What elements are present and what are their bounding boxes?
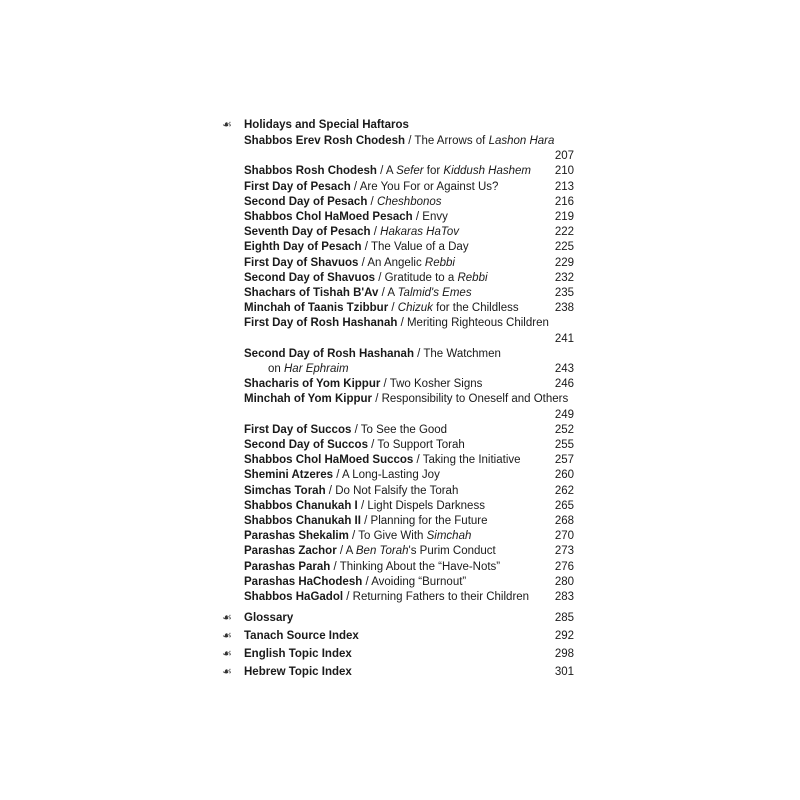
entry-title: Second Day of Pesach [244, 195, 368, 208]
entry-title: Shabbos Rosh Chodesh [244, 165, 377, 178]
section-heading [222, 609, 574, 627]
entry-title: Second Day of Shavuos [244, 271, 376, 284]
toc-entry [244, 240, 574, 255]
entry-separator: / [361, 241, 371, 254]
toc-entry [244, 514, 574, 529]
entry-separator: / [351, 423, 361, 436]
page-number: 255 [554, 439, 574, 452]
entry-separator: / [388, 302, 398, 315]
entry-separator: / [370, 226, 381, 239]
toc-entry [244, 347, 574, 377]
entry-subtitle: The Arrows of [414, 135, 489, 147]
entry-title: Parashas Parah [244, 560, 331, 573]
entry-subtitle-italic: Lashon Hara [488, 135, 555, 147]
entry-separator: / [336, 545, 346, 558]
page-number: 301 [554, 666, 574, 679]
page-number: 276 [554, 560, 574, 573]
toc-entry [244, 484, 574, 499]
toc-entry [244, 164, 574, 179]
toc-entry [244, 301, 574, 316]
entry-subtitle: A [345, 545, 356, 558]
entry-title: Shabbos Erev Rosh Chodesh [244, 135, 406, 147]
toc-entry [244, 529, 574, 544]
entry-separator: / [367, 195, 377, 208]
entry-list [244, 134, 574, 605]
section-title: English Topic Index [244, 648, 352, 661]
toc-entry [244, 544, 574, 559]
entry-title: Shemini Atzeres [244, 469, 334, 482]
section-title: Tanach Source Index [244, 630, 359, 643]
entry-subtitle: A Long-Lasting Joy [342, 469, 440, 482]
section-heading-holidays [222, 116, 574, 134]
entry-subtitle-italic: Simchah [426, 530, 472, 543]
entry-separator: / [376, 165, 386, 178]
entry-title: First Day of Pesach [244, 180, 351, 193]
section-heading [222, 627, 574, 645]
entry-subtitle: Taking the Initiative [422, 454, 521, 467]
entry-title: Shabbos Chanukah I [244, 499, 358, 512]
entry-title: Simchas Torah [244, 484, 326, 497]
toc-entry [244, 195, 574, 210]
entry-subtitle: Meriting Righteous Children [406, 317, 549, 330]
page-number: 260 [554, 469, 574, 482]
entry-subtitle-italic: Kiddush Hashem [443, 165, 531, 178]
toc-entry [244, 134, 574, 164]
toc-entry [244, 256, 574, 271]
page-number: 292 [554, 630, 574, 643]
page-number: 229 [554, 256, 574, 269]
entry-separator: / [333, 469, 342, 482]
entry-separator: / [412, 211, 423, 224]
entry-title: Shabbos Chol HaMoed Pesach [244, 211, 413, 224]
entry-subtitle: Gratitude to a [384, 271, 458, 284]
entry-separator: / [358, 256, 368, 269]
entry-separator: / [378, 287, 388, 300]
toc-entry [244, 225, 574, 240]
entry-title: Shacharis of Yom Kippur [244, 378, 381, 391]
back-matter-list [222, 609, 574, 681]
page-number: 298 [554, 648, 574, 661]
entry-subtitle-tail: for the Childless [432, 302, 519, 315]
page-number: 246 [554, 378, 574, 391]
entry-subtitle-italic: Rebbi [424, 256, 455, 269]
entry-subtitle-italic: Rebbi [457, 271, 488, 284]
page-number: 280 [554, 575, 574, 588]
entry-subtitle: A [385, 165, 397, 178]
entry-subtitle: To Give With [358, 530, 427, 543]
fleuron-icon: ☙ [222, 119, 232, 131]
entry-subtitle: The Value of a Day [370, 241, 469, 254]
fleuron-icon: ☙ [222, 612, 232, 625]
page-number: 249 [554, 408, 574, 421]
entry-subtitle-tail: 's Purim Conduct [408, 545, 496, 558]
entry-title: Parashas Zachor [244, 545, 337, 558]
entry-separator: / [375, 271, 385, 284]
toc-entry [244, 377, 574, 392]
toc-entry [244, 560, 574, 575]
entry-title: Shabbos Chanukah II [244, 515, 361, 528]
entry-separator: / [348, 530, 359, 543]
entry-separator: / [372, 393, 382, 406]
toc-entry [244, 180, 574, 195]
entry-separator: / [405, 135, 415, 147]
entry-subtitle-tail: for [423, 165, 444, 178]
section-title: Glossary [244, 612, 294, 625]
toc-entry [244, 453, 574, 468]
entry-title: Shabbos HaGadol [244, 591, 344, 604]
fleuron-icon: ☙ [222, 648, 232, 661]
entry-subtitle: The Watchmen [423, 347, 501, 360]
entry-title: Minchah of Taanis Tzibbur [244, 302, 389, 315]
entry-separator: / [397, 317, 407, 330]
entry-separator: / [367, 439, 378, 452]
entry-subtitle: Avoiding “Burnout” [371, 575, 467, 588]
entry-title: Minchah of Yom Kippur [244, 393, 372, 406]
toc-entry [244, 438, 574, 453]
entry-separator: / [362, 575, 372, 588]
toc-entry [244, 468, 574, 483]
toc-entry [244, 590, 574, 605]
entry-subtitle-italic: Talmid's Emes [397, 287, 472, 300]
entry-separator: / [330, 560, 340, 573]
page-number: 216 [554, 195, 574, 208]
page-number: 285 [554, 612, 574, 625]
entry-subtitle-italic: Ben Torah [355, 545, 409, 558]
entry-subtitle: Responsibility to Oneself and Others [381, 393, 569, 406]
entry-subtitle: Planning for the Future [370, 515, 488, 528]
fleuron-icon: ☙ [222, 666, 232, 679]
entry-separator: / [413, 454, 423, 467]
entry-title: Shabbos Chol HaMoed Succos [244, 454, 414, 467]
page-number: 213 [554, 180, 574, 193]
page-number: 210 [554, 165, 574, 178]
page-number: 252 [554, 423, 574, 436]
page-number: 207 [554, 150, 574, 163]
page-number: 262 [554, 484, 574, 497]
entry-subtitle: Two Kosher Signs [389, 378, 483, 391]
entry-title: Parashas HaChodesh [244, 575, 363, 588]
fleuron-icon: ☙ [222, 630, 232, 643]
table-of-contents [222, 116, 574, 681]
entry-subtitle: Are You For or Against Us? [359, 180, 499, 193]
entry-title: Parashas Shekalim [244, 530, 349, 543]
page-number: 273 [554, 545, 574, 558]
page-number: 257 [554, 454, 574, 467]
page-number: 235 [554, 287, 574, 300]
entry-title: Eighth Day of Pesach [244, 241, 362, 254]
entry-subtitle: To See the Good [360, 423, 448, 436]
toc-entry [244, 392, 574, 422]
entry-subtitle: To Support Torah [377, 439, 465, 452]
page-number: 225 [554, 241, 574, 254]
page-number: 270 [554, 530, 574, 543]
entry-title: Second Day of Rosh Hashanah [244, 347, 414, 360]
toc-entry [244, 210, 574, 225]
toc-entry [244, 423, 574, 438]
toc-entry [244, 271, 574, 286]
entry-subtitle-italic: Cheshbonos [376, 195, 442, 208]
entry-title: Shachars of Tishah B'Av [244, 287, 379, 300]
page-number: 283 [554, 591, 574, 604]
entry-subtitle-italic: Chizuk [397, 302, 433, 315]
entry-continuation: on [268, 363, 284, 376]
section-heading [222, 645, 574, 663]
entry-separator: / [350, 180, 360, 193]
entry-separator: / [343, 591, 353, 604]
entry-title: Second Day of Succos [244, 439, 368, 452]
section-heading [222, 663, 574, 681]
section-title: Holidays and Special Haftaros [244, 119, 409, 131]
entry-subtitle: Light Dispels Darkness [367, 499, 485, 512]
entry-subtitle: A [387, 287, 398, 300]
page-number: 241 [554, 332, 574, 345]
entry-title: First Day of Rosh Hashanah [244, 317, 398, 330]
entry-title: First Day of Shavuos [244, 256, 359, 269]
entry-title: Seventh Day of Pesach [244, 226, 371, 239]
entry-title: First Day of Succos [244, 423, 352, 436]
page-number: 219 [554, 211, 574, 224]
entry-separator: / [325, 484, 336, 497]
page-number: 243 [554, 363, 574, 376]
page-number: 265 [554, 499, 574, 512]
entry-separator: / [413, 347, 424, 360]
toc-entry [244, 575, 574, 590]
entry-subtitle: Do Not Falsify the Torah [335, 484, 459, 497]
section-title: Hebrew Topic Index [244, 666, 352, 679]
page-number: 238 [554, 302, 574, 315]
entry-subtitle: Returning Fathers to their Children [352, 591, 530, 604]
entry-separator: / [360, 515, 371, 528]
page-number: 268 [554, 515, 574, 528]
entry-separator: / [357, 499, 368, 512]
toc-entry [244, 499, 574, 514]
entry-subtitle-italic: Hakaras HaTov [380, 226, 459, 239]
page-number: 222 [554, 226, 574, 239]
page-number: 232 [554, 271, 574, 284]
entry-separator: / [380, 378, 390, 391]
toc-entry [244, 286, 574, 301]
entry-subtitle: Envy [422, 211, 448, 224]
toc-entry [244, 316, 574, 346]
entry-subtitle-italic: Sefer [396, 165, 424, 178]
entry-subtitle: Thinking About the “Have-Nots” [339, 560, 501, 573]
entry-continuation-italic: Har Ephraim [284, 363, 349, 376]
entry-subtitle: An Angelic [367, 256, 425, 269]
